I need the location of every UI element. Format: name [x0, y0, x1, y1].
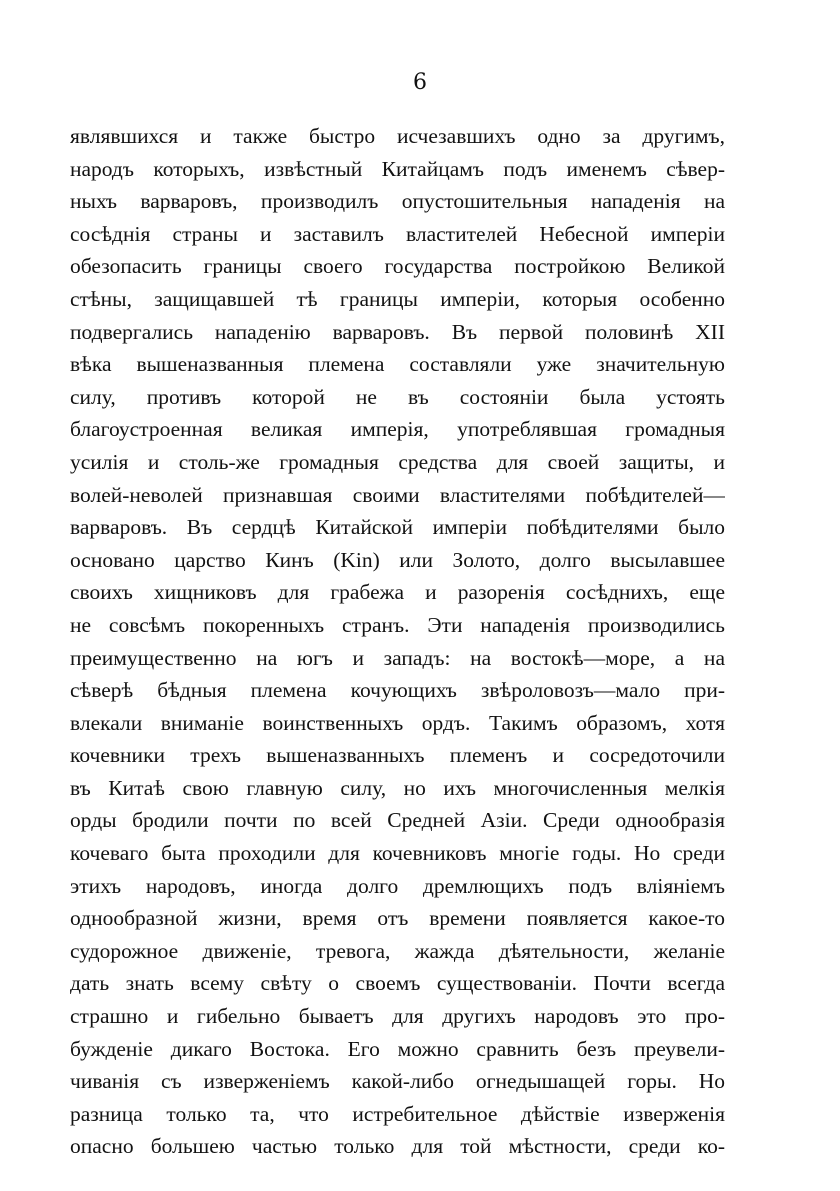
text-line: страшно и гибельно бываетъ для другихъ народовъ это про- [70, 1004, 725, 1029]
text-line: подвергались нападенію варваровъ. Въ первой половинѣ XII [70, 319, 725, 344]
text-line: однообразной жизни, время отъ времени появляется какое-то [70, 906, 725, 931]
text-line: опасно большею частью только для той мѣстности, среди ко- [70, 1134, 725, 1159]
text-line: не совсѣмъ покоренныхъ странъ. Эти нападенія производились [70, 612, 725, 637]
text-line: благоустроенная великая имперія, употреблявшая громадныя [70, 417, 725, 442]
text-line: волей-неволей признавшая своими властителями побѣдителей— [70, 482, 725, 507]
text-line: обезопасить границы своего государства постройкою Великой [70, 254, 725, 279]
text-line: усилія и столь-же громадныя средства для своей защиты, и [70, 449, 725, 474]
text-line: этихъ народовъ, иногда долго дремлющихъ подъ вліяніемъ [70, 873, 725, 898]
text-line: варваровъ. Въ сердцѣ Китайской имперіи побѣдителями было [70, 515, 725, 540]
text-line: чиванія съ изверженіемъ какой-либо огнедышащей горы. Но [70, 1069, 725, 1094]
page-number: 6 [413, 70, 427, 95]
text-line: своихъ хищниковъ для грабежа и разоренія сосѣднихъ, еще [70, 580, 725, 605]
text-line: сѣверѣ бѣдныя племена кочующихъ звѣроловозъ—мало при- [70, 678, 725, 703]
text-line: дать знать всему свѣту о своемъ существованіи. Почти всегда [70, 971, 725, 996]
text-line: народъ которыхъ, извѣстный Китайцамъ подъ именемъ сѣвер- [70, 156, 725, 181]
text-line: судорожное движеніе, тревога, жажда дѣятельности, желаніе [70, 938, 725, 963]
text-line: являвшихся и также быстро исчезавшихъ одно за другимъ, [70, 124, 725, 148]
body-text [70, 120, 725, 1163]
text-line: орды бродили почти по всей Средней Азіи. Среди однообразія [70, 808, 725, 833]
text-line: кочевники трехъ вышеназванныхъ племенъ и сосредоточили [70, 743, 725, 768]
text-line: вѣка вышеназванныя племена составляли уже значительную [70, 352, 725, 377]
text-line: бужденіе дикаго Востока. Его можно сравнить безъ преувели- [70, 1036, 725, 1061]
text-line: ныхъ варваровъ, производилъ опустошительныя нападенія на [70, 189, 725, 214]
text-line: въ Китаѣ свою главную силу, но ихъ многочисленныя мелкія [70, 775, 725, 800]
text-line: кочеваго быта проходили для кочевниковъ многіе годы. Но среди [70, 841, 725, 866]
text-line: основано царство Кинъ (Kin) или Золото, долго высылавшее [70, 547, 725, 572]
text-line: разница только та, что истребительное дѣйствіе изверженія [70, 1101, 725, 1126]
text-line: силу, противъ которой не въ состояніи была устоять [70, 384, 725, 409]
text-line: стѣны, защищавшей тѣ границы имперіи, которыя особенно [70, 286, 725, 311]
text-line: влекали вниманіе воинственныхъ ордъ. Такимъ образомъ, хотя [70, 710, 725, 735]
text-line: сосѣднія страны и заставилъ властителей Небесной имперіи [70, 221, 725, 246]
text-line: преимущественно на югъ и западъ: на востокѣ—море, а на [70, 645, 725, 670]
